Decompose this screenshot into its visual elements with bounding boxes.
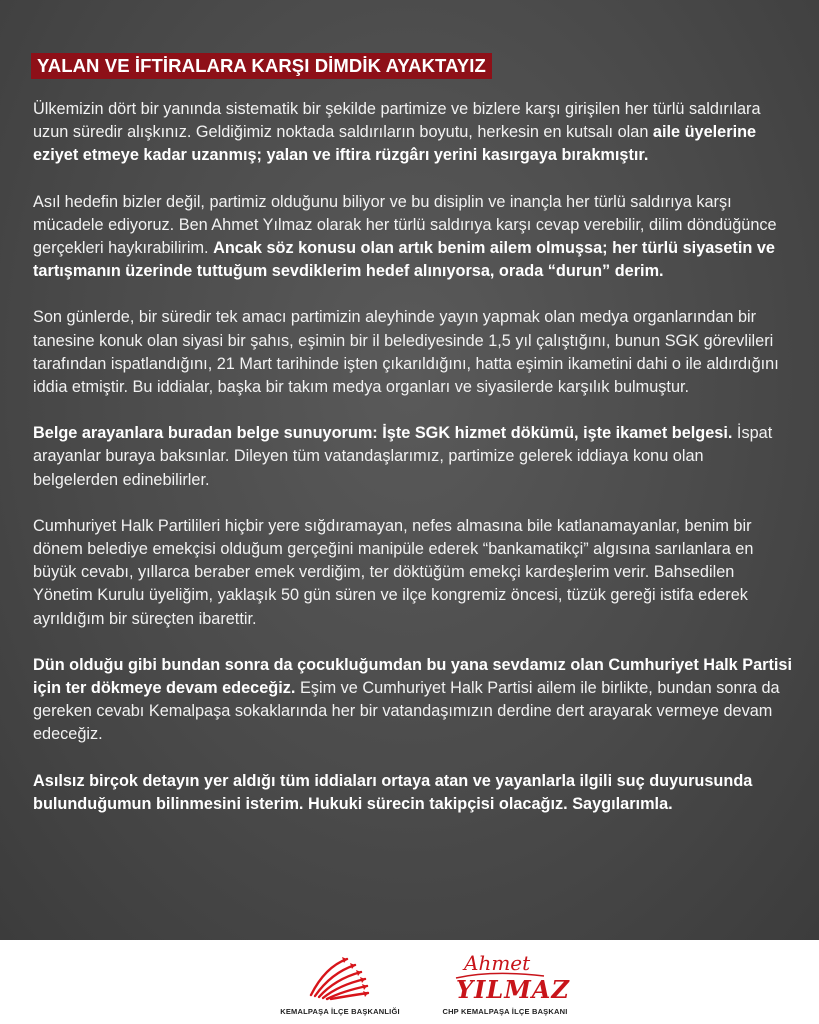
paragraph-5-text: Cumhuriyet Halk Partilileri hiçbir yere sığdıramayan, nefes almasına bile katlanamayanlar, benim bir dönem belediye emekçisi olduğum gerçeğini manipüle ederek “bankamatikçi” algısına sarılanlara en büyük cevabı, yıllarca beraber emek verdiğim, ter döktüğüm emekçi kardeşlerim verir. Bahsedilen Yönetim Kurulu üyeliğim, yaklaşık 50 gün süren ve ilçe kongremiz öncesi, tüzük gereği istifa ederek ayrıldığım bir süreçten ibarettir.: [33, 516, 754, 628]
paragraph-7: [33, 770, 793, 816]
paragraph-2: [33, 191, 793, 284]
right-caption: CHP KEMALPAŞA İLÇE BAŞKANI: [442, 1007, 568, 1016]
paragraph-3-text: Son günlerde, bir süredir tek amacı partimizin aleyhinde yayın yapmak olan medya organlarından bir tanesine konuk olan siyasi bir şahıs, eşimin bir il belediyesinde 1,5 yıl çalıştığını, bunun SGK görevlileri tarafından ispatlandığını, 21 Mart tarihinde işten çıkarıldığını, hatta eşimin ikametini dahi o ile aldırdığını iddia etmiştir. Bu iddialar, başka bir takım medya organları ve siyasilerde karşılık bulmuştur.: [33, 308, 779, 397]
paragraph-3: [33, 306, 793, 399]
footer: [0, 940, 819, 1024]
paragraph-6: [33, 654, 793, 747]
paragraph-4-text: İspat arayanlar buraya baksınlar. Dileyen tüm vatandaşlarımız, partimize gelerek iddiaya konu olan belgelerden edinebilirler.: [33, 424, 773, 489]
paragraph-2-bold: Ancak söz konusu olan artık benim ailem olmuşsa; her türlü siyasetin ve tartışmanın üzerinde tuttuğum sevdiklerim hedef alınıyorsa, orada “durun” derim.: [33, 239, 775, 281]
paragraph-4: [33, 422, 793, 492]
statement-body: [33, 98, 793, 839]
paragraph-1-bold: aile üyelerine eziyet etmeye kadar uzanmış; yalan ve iftira rüzgârı yerini kasırgaya bırakmıştır.: [33, 123, 757, 165]
paragraph-4-bold: Belge arayanlara buradan belge sunuyorum: İşte SGK hizmet dökümü, işte ikamet belgesi.: [33, 424, 733, 443]
paragraph-1: [33, 98, 793, 168]
paragraph-1-text: Ülkemizin dört bir yanında sistematik bir şekilde partimize ve bizlere karşı girişilen her türlü saldırılara uzun süredir alışkınız. Geldiğimiz noktada saldırıların boyutu, herkesin en kutsalı olan: [33, 100, 761, 142]
paragraph-5: [33, 515, 793, 631]
headline-title: YALAN VE İFTİRALARA KARŞI DİMDİK AYAKTAYIZ: [31, 53, 492, 79]
signature-name: YILMAZ: [456, 975, 570, 1004]
paragraph-6-text: Eşim ve Cumhuriyet Halk Partisi ailem ile birlikte, bundan sonra da gereken cevabı Kemalpaşa sokaklarında her bir vatandaşımızın derdine dert arayarak vermeye devam edeceğiz.: [33, 679, 780, 744]
paragraph-7-bold: Asılsız birçok detayın yer aldığı tüm iddiaları ortaya atan ve yayanlarla ilgili suç duyurusunda bulunduğumun bilinmesini isterim. Hukuki sürecin takipçisi olacağız. Saygılarımla.: [33, 771, 753, 813]
left-caption: KEMALPAŞA İLÇE BAŞKANLIĞI: [280, 1007, 400, 1016]
chp-six-arrows-logo-icon: [305, 955, 375, 1000]
signature-script: Ahmet: [464, 951, 531, 975]
handwritten-signature-icon: [452, 948, 570, 1006]
paragraph-2-text: Asıl hedefin bizler değil, partimiz olduğunu biliyor ve bu disiplin ve inançla her türlü saldırıya karşı mücadele ediyoruz. Ben Ahmet Yılmaz olarak her türlü saldırıya karşı cevap verebilir, dilim döndüğünce gerçekleri haykırabilirim.: [33, 192, 777, 258]
paragraph-6-bold: Dün olduğu gibi bundan sonra da çocukluğumdan bu yana sevdamız olan Cumhuriyet Halk Partisi için ter dökmeye devam edeceğiz.: [33, 655, 792, 698]
